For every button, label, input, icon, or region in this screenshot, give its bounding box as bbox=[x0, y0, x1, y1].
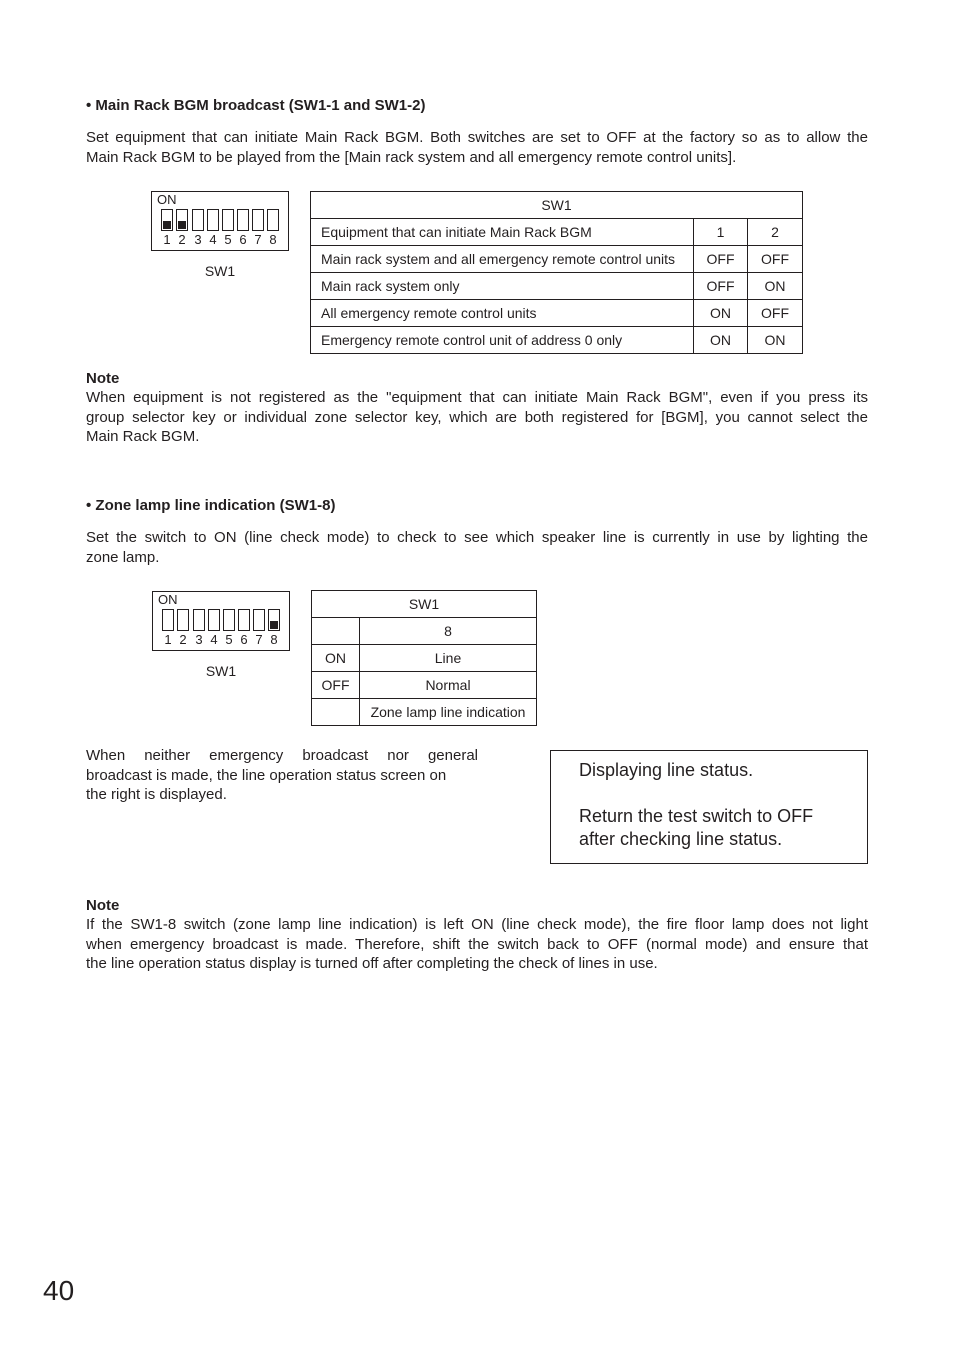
dip-number: 6 bbox=[240, 632, 248, 647]
note-title: Note bbox=[86, 897, 120, 914]
table-row bbox=[311, 327, 803, 354]
note-body bbox=[86, 388, 868, 447]
table-cell bbox=[312, 699, 360, 726]
table-cell: Emergency remote control unit of address 0 only bbox=[311, 327, 694, 354]
dip-caption: SW1 bbox=[205, 663, 237, 679]
body-line: Set equipment that can initiate Main Rack BGM. Both switches are set to OFF at the factory so as to allow the bbox=[86, 129, 868, 146]
dip-number: 7 bbox=[254, 232, 262, 247]
dip-switch-7 bbox=[252, 209, 264, 231]
section-heading-zone-lamp: • Zone lamp line indication (SW1-8) bbox=[86, 497, 336, 514]
dip-switch-8 bbox=[267, 209, 279, 231]
status-line: after checking line status. bbox=[579, 829, 783, 849]
table-header-row bbox=[311, 219, 803, 246]
table-cell: ON bbox=[312, 645, 360, 672]
dip-number: 2 bbox=[179, 632, 187, 647]
dip-switch-3 bbox=[192, 209, 204, 231]
dip-on-label: ON bbox=[158, 592, 178, 607]
dip-number: 5 bbox=[224, 232, 232, 247]
dip-number: 7 bbox=[255, 632, 263, 647]
table-cell: ON bbox=[694, 327, 748, 354]
table-cell: OFF bbox=[694, 273, 748, 300]
table-header-cell: 2 bbox=[748, 219, 803, 246]
table-row bbox=[312, 645, 537, 672]
table-row bbox=[311, 300, 803, 327]
dip-switch-2 bbox=[177, 609, 189, 631]
table-title: SW1 bbox=[311, 192, 803, 219]
table-row bbox=[312, 672, 537, 699]
dip-switch-1 bbox=[162, 609, 174, 631]
description-line: the right is displayed. bbox=[86, 786, 227, 803]
dip-number: 5 bbox=[225, 632, 233, 647]
dip-number: 3 bbox=[195, 632, 203, 647]
table-header-cell-empty bbox=[312, 618, 360, 645]
table-header-cell: Equipment that can initiate Main Rack BGM bbox=[311, 219, 694, 246]
dip-number: 1 bbox=[163, 232, 171, 247]
dip-number: 8 bbox=[270, 632, 278, 647]
table-cell: ON bbox=[748, 273, 803, 300]
dip-switch-8 bbox=[268, 609, 280, 631]
line-status-screen bbox=[550, 750, 868, 864]
dip-switch-sw1-bgm bbox=[151, 191, 289, 251]
table-cell: OFF bbox=[312, 672, 360, 699]
note-line: group selector key or individual zone selector key, which are both registered for [BGM], you cannot select the bbox=[86, 408, 868, 426]
body-line: Main Rack BGM to be played from the [Main rack system and all emergency remote control units]. bbox=[86, 148, 737, 166]
dip-switch-sw1-zone bbox=[152, 591, 290, 651]
table-cell: OFF bbox=[748, 300, 803, 327]
section-heading-main-rack-bgm: • Main Rack BGM broadcast (SW1-1 and SW1-2) bbox=[86, 97, 426, 114]
note-title: Note bbox=[86, 370, 120, 387]
dip-number: 1 bbox=[164, 632, 172, 647]
dip-number: 6 bbox=[239, 232, 247, 247]
note-line: Main Rack BGM. bbox=[86, 428, 200, 445]
dip-switch-5 bbox=[222, 209, 234, 231]
status-line: Return the test switch to OFF bbox=[579, 806, 814, 826]
table-cell: Line bbox=[360, 645, 537, 672]
page-number: 40 bbox=[43, 1275, 75, 1306]
body-line: zone lamp. bbox=[86, 548, 160, 566]
note-line: when emergency broadcast is made. Therefore, shift the switch back to OFF (normal mode) and ensure that bbox=[86, 935, 868, 953]
note-line: When equipment is not registered as the "equipment that can initiate Main Rack BGM", even if you press its bbox=[86, 389, 868, 406]
dip-switch-4 bbox=[207, 209, 219, 231]
table-header-cell: 8 bbox=[360, 618, 537, 645]
table-cell: ON bbox=[694, 300, 748, 327]
table-title: SW1 bbox=[312, 591, 537, 618]
description-line: broadcast is made, the line operation status screen on bbox=[86, 766, 447, 784]
dip-switch-2 bbox=[176, 209, 188, 231]
section-body-main-rack-bgm bbox=[86, 128, 868, 167]
dip-switch-5 bbox=[223, 609, 235, 631]
table-row bbox=[311, 246, 803, 273]
description-line: When neither emergency broadcast nor general bbox=[86, 747, 478, 764]
table-cell: Zone lamp line indication bbox=[360, 699, 537, 726]
dip-on-label: ON bbox=[157, 192, 177, 207]
dip-number: 3 bbox=[194, 232, 202, 247]
table-row bbox=[311, 273, 803, 300]
dip-switch-1 bbox=[161, 209, 173, 231]
dip-number: 4 bbox=[209, 232, 217, 247]
dip-switch-6 bbox=[238, 609, 250, 631]
status-line: Displaying line status. bbox=[579, 760, 754, 780]
table-cell: All emergency remote control units bbox=[311, 300, 694, 327]
dip-switch-7 bbox=[253, 609, 265, 631]
body-line: Set the switch to ON (line check mode) to check to see which speaker line is currently in use by lighting the bbox=[86, 529, 868, 546]
table-cell: Main rack system only bbox=[311, 273, 694, 300]
sw1-zone-table bbox=[311, 590, 537, 726]
table-header-cell: 1 bbox=[694, 219, 748, 246]
table-cell: Normal bbox=[360, 672, 537, 699]
dip-number: 8 bbox=[269, 232, 277, 247]
section-body-zone-lamp bbox=[86, 528, 868, 567]
dip-switch-6 bbox=[237, 209, 249, 231]
sw1-bgm-table bbox=[310, 191, 803, 354]
table-cell: ON bbox=[748, 327, 803, 354]
note-line: the line operation status display is turned off after completing the check of lines in use. bbox=[86, 955, 658, 972]
dip-number: 4 bbox=[210, 632, 218, 647]
dip-caption: SW1 bbox=[204, 263, 236, 279]
dip-switch-4 bbox=[208, 609, 220, 631]
note-body bbox=[86, 915, 868, 974]
table-cell: OFF bbox=[748, 246, 803, 273]
dip-number: 2 bbox=[178, 232, 186, 247]
table-cell: Main rack system and all emergency remote control units bbox=[311, 246, 694, 273]
dip-switch-3 bbox=[193, 609, 205, 631]
table-header-row bbox=[312, 618, 537, 645]
status-description bbox=[86, 746, 478, 805]
table-cell: OFF bbox=[694, 246, 748, 273]
table-row bbox=[312, 699, 537, 726]
note-line: If the SW1-8 switch (zone lamp line indication) is left ON (line check mode), the fire floor lamp does not light bbox=[86, 916, 868, 933]
